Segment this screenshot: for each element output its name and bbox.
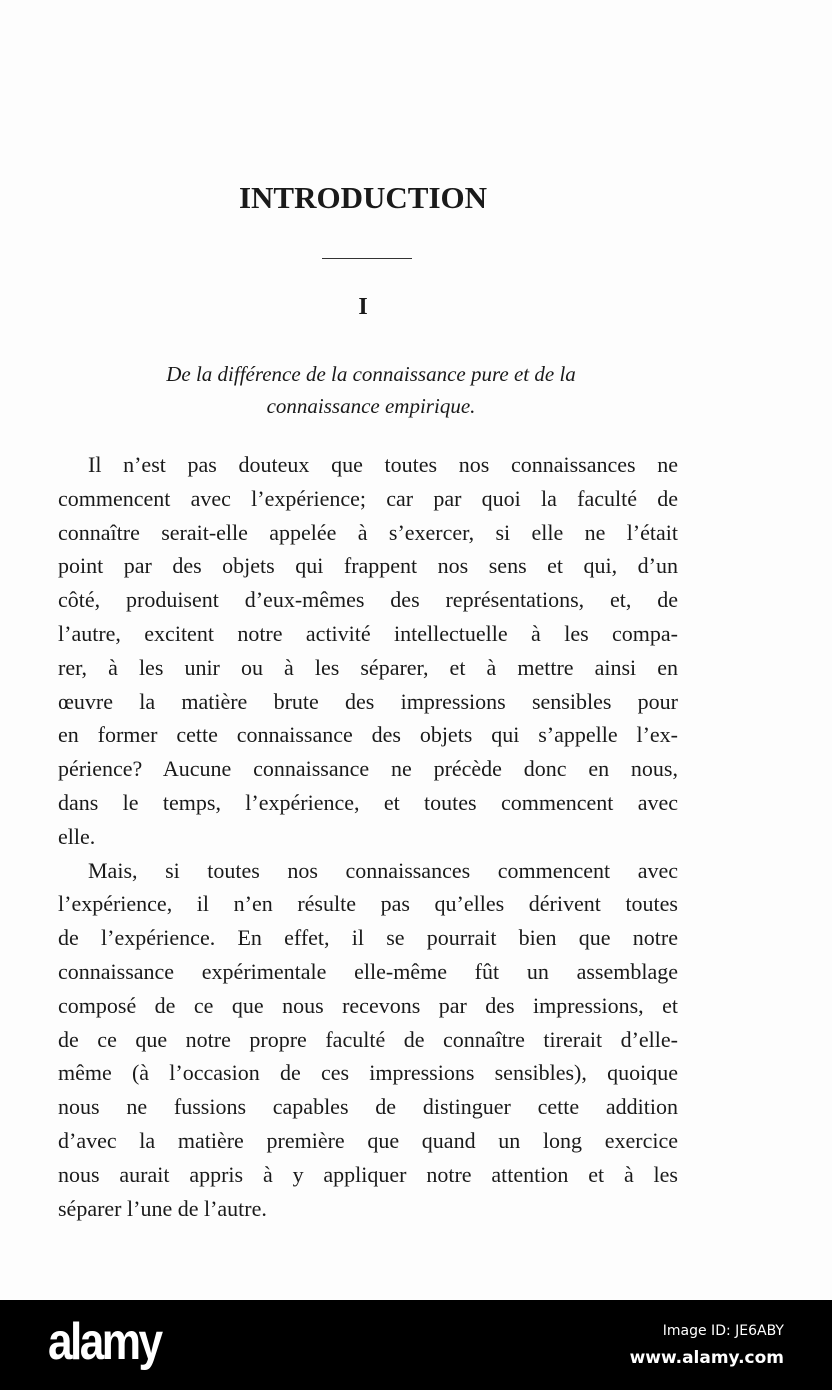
text-line: connaître serait-elle appelée à s’exercer, si elle ne l’était xyxy=(58,519,678,545)
chapter-title: INTRODUCTION xyxy=(238,180,488,215)
text-line: Mais, si toutes nos connaissances commencent avec xyxy=(88,857,678,883)
text-line: commencent avec l’expérience; car par quoi la faculté de xyxy=(58,485,678,511)
text-line: rer, à les unir ou à les séparer, et à mettre ainsi en xyxy=(58,654,678,680)
text-line: dans le temps, l’expérience, et toutes commencent avec xyxy=(58,790,678,815)
text-line: nous aurait appris à y appliquer notre attention et à les xyxy=(58,1161,678,1187)
text-line: l’autre, excitent notre activité intellectuelle à les compa- xyxy=(58,621,678,646)
watermark-bar xyxy=(0,1300,832,1390)
text-line: en former cette connaissance des objets qui s’appelle l’ex- xyxy=(58,722,678,748)
section-subtitle-line: connaissance empirique. xyxy=(266,394,476,418)
image-id: Image ID: JE6ABY xyxy=(662,1323,784,1339)
title-rule xyxy=(322,258,412,259)
text-line: Il n’est pas douteux que toutes nos connaissances ne xyxy=(88,452,678,477)
text-line: l’expérience, il n’en résulte pas qu’elles dérivent toutes xyxy=(58,891,678,917)
text-line: même (à l’occasion de ces impressions sensibles), quoique xyxy=(58,1060,678,1086)
text-line: de ce que notre propre faculté de connaître tirerait d’elle- xyxy=(58,1026,678,1052)
section-numeral: I xyxy=(358,294,368,320)
text-line: d’avec la matière première que quand un long exercice xyxy=(58,1128,678,1153)
text-line: côté, produisent d’eux-mêmes des représentations, et, de xyxy=(58,587,678,613)
text-line: œuvre la matière brute des impressions sensibles pour xyxy=(58,688,678,714)
text-line: séparer l’une de l’autre. xyxy=(58,1195,267,1221)
alamy-logo: alamy xyxy=(48,1313,161,1371)
text-line: nous ne fussions capables de distinguer cette addition xyxy=(58,1094,678,1120)
text-line: de l’expérience. En effet, il se pourrait bien que notre xyxy=(58,925,678,951)
site-url: www.alamy.com xyxy=(629,1348,784,1368)
text-line: elle. xyxy=(58,823,96,849)
text-line: périence? Aucune connaissance ne précède donc en nous, xyxy=(58,756,678,782)
text-line: point par des objets qui frappent nos sens et qui, d’un xyxy=(58,553,678,579)
text-line: connaissance expérimentale elle-même fût un assemblage xyxy=(58,959,678,984)
text-line: composé de ce que nous recevons par des impressions, et xyxy=(58,992,678,1018)
section-subtitle-line: De la différence de la connaissance pure et de la xyxy=(166,362,576,386)
